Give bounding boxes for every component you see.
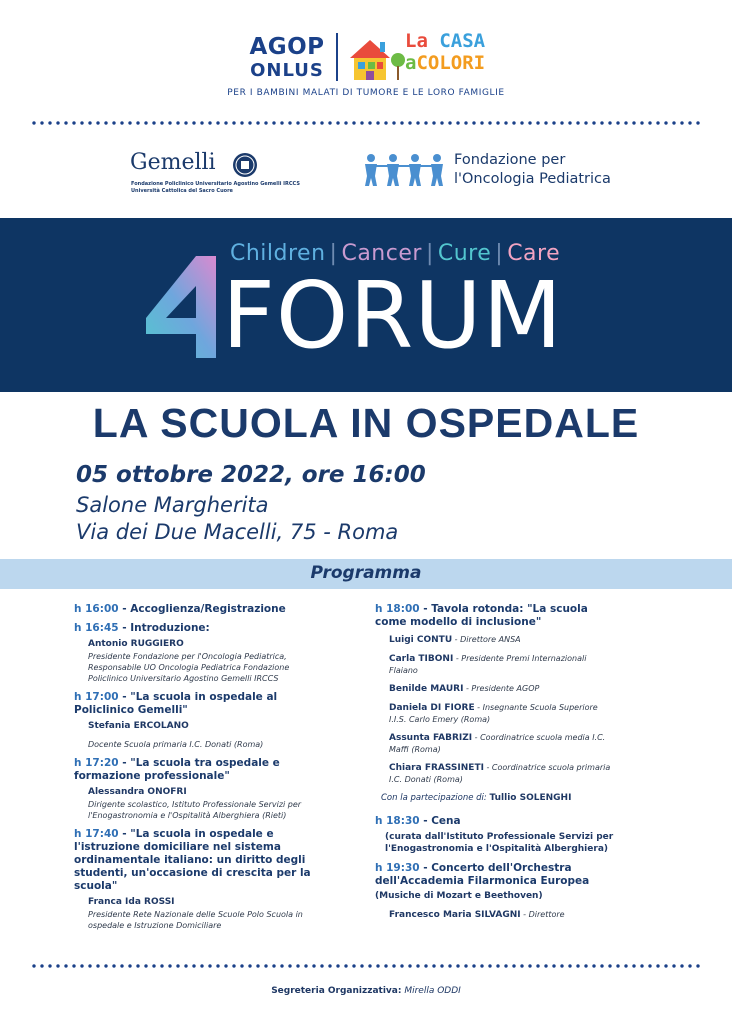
event-venue — [76, 492, 398, 546]
speaker — [88, 638, 324, 684]
slot-title: - Tavola rotonda: "La scuola come modello di inclusione" — [375, 603, 588, 628]
slot-time: h 17:00 — [74, 691, 119, 703]
slot-note: (curata dall'Istituto Professionale Servizi per l'Enogastronomia e l'Ospitalità Alberghiera) — [385, 832, 614, 854]
speaker-role: Presidente Fondazione per l'Oncologia Pediatrica, Responsabile UO Oncologia Pediatrica Fondazione Policlinico Universitario Agostino Gemelli IRCCS — [88, 652, 290, 683]
gemelli-subtitle-line2: Università Cattolica del Sacro Cuore — [131, 188, 233, 194]
panelist — [389, 683, 615, 695]
footer-name: Mirella ODDI — [401, 986, 461, 996]
speaker-name: Franca Ida ROSSI — [88, 897, 175, 907]
slot-time: h 18:30 — [375, 815, 420, 827]
program-slot — [375, 603, 615, 629]
keyword-separator: | — [495, 241, 504, 266]
slot-time: h 17:40 — [74, 828, 119, 840]
panelist — [389, 702, 615, 725]
program-slot — [375, 862, 615, 888]
slot-time: h 16:00 — [74, 603, 119, 615]
keyword-children: Children — [230, 241, 326, 266]
program-slot — [74, 828, 324, 893]
gemelli-logo: Gemelli — [130, 150, 216, 175]
panelist-name: Assunta FABRIZI — [389, 733, 473, 743]
gemelli-subtitle-line1: Fondazione Policlinico Universitario Agostino Gemelli IRCCS — [131, 181, 300, 187]
slot-time: h 17:20 — [74, 757, 119, 769]
seal-icon — [232, 152, 258, 178]
children-figures-icon — [362, 152, 450, 188]
footer-label: Segreteria Organizzativa: — [271, 986, 402, 996]
panelist-name: Luigi CONTU — [389, 635, 453, 645]
program-slot — [74, 691, 324, 717]
forum-number — [140, 254, 226, 360]
panelist-name: Benilde MAURI — [389, 684, 464, 694]
panelist — [389, 762, 615, 785]
special-guest — [381, 792, 615, 805]
agop-logo — [246, 36, 328, 80]
dotted-divider-bottom — [30, 964, 702, 968]
slot-title: - "La scuola in ospedale al Policlinico Gemelli" — [74, 691, 278, 716]
conductor-role: - Direttore — [520, 910, 565, 919]
keyword-care: Care — [507, 241, 561, 266]
program-slot — [74, 757, 324, 783]
special-guest-prefix: Con la partecipazione di: — [381, 793, 490, 803]
fondazione-line2: l'Oncologia Pediatrica — [454, 171, 611, 187]
slot-title: - Concerto dell'Orchestra dell'Accademia Filarmonica Europea — [375, 862, 590, 887]
panelist-name: Daniela DI FIORE — [389, 703, 475, 713]
speaker-name: Antonio RUGGIERO — [88, 639, 184, 649]
agop-logo-line1: AGOP — [249, 34, 325, 60]
page-title: LA SCUOLA IN OSPEDALE — [92, 400, 640, 446]
panelist-role: - Presidente AGOP — [463, 684, 540, 693]
casa-colori-logo — [405, 30, 485, 74]
panelist-role: - Direttore ANSA — [452, 635, 521, 644]
logo-divider — [336, 33, 338, 81]
slot-time: h 16:45 — [74, 622, 119, 634]
slot-time: h 19:30 — [375, 862, 420, 874]
casa-a: a — [405, 52, 417, 74]
fondazione-logo-text — [454, 151, 611, 189]
casa-colori: COLORI — [416, 52, 486, 74]
program-left-column — [74, 603, 324, 938]
special-guest-name: Tullio SOLENGHI — [489, 793, 572, 803]
dotted-divider-top — [30, 121, 702, 125]
panelist-name: Chiara FRASSINETI — [389, 763, 484, 773]
panelist — [389, 634, 615, 646]
speaker — [88, 786, 324, 821]
house-icon — [346, 36, 406, 82]
speaker-role: Docente Scuola primaria I.C. Donati (Roma) — [88, 740, 264, 749]
slot-title: - Accoglienza/Registrazione — [118, 603, 286, 615]
agop-logo-line2: ONLUS — [250, 60, 324, 81]
keyword-separator: | — [425, 241, 434, 266]
speaker-role: Dirigente scolastico, Istituto Professionale Servizi per l'Enogastronomia e l'Ospitalità Alberghiera (Rieti) — [88, 800, 302, 820]
conductor — [389, 909, 615, 921]
tagline: PER I BAMBINI MALATI DI TUMORE E LE LORO FAMIGLIE — [227, 88, 505, 98]
slot-time: h 18:00 — [375, 603, 420, 615]
programma-heading: Programma — [310, 563, 422, 583]
keyword-cancer: Cancer — [341, 241, 422, 266]
event-date: 05 ottobre 2022, ore 16:00 — [76, 462, 426, 488]
speaker-name: Stefania ERCOLANO — [88, 721, 189, 731]
speaker-name: Alessandra ONOFRI — [88, 787, 187, 797]
fondazione-line1: Fondazione per — [454, 152, 566, 168]
panelist-role: - Presidente Premi Internazionali Flaiano — [389, 654, 587, 675]
casa-la: La — [405, 30, 428, 52]
speaker — [88, 896, 324, 931]
slot-note: (Musiche di Mozart e Beethoven) — [375, 891, 543, 901]
panelist-name: Carla TIBONI — [389, 654, 454, 664]
forum-number-text: 4 — [140, 254, 141, 255]
program-slot — [74, 622, 324, 635]
gemelli-subtitle — [131, 181, 300, 195]
slot-title: - Cena — [419, 815, 461, 827]
venue-address: Via dei Due Macelli, 75 - Roma — [76, 520, 399, 544]
speaker-role: Presidente Rete Nazionale delle Scuole Polo Scuola in ospedale e Istruzione Domiciliare — [88, 910, 303, 930]
slot-title: - "La scuola tra ospedale e formazione professionale" — [74, 757, 280, 782]
panelist-role: - Insegnante Scuola Superiore I.I.S. Carlo Emery (Roma) — [389, 703, 598, 724]
casa-casa: CASA — [439, 30, 486, 52]
venue-name: Salone Margherita — [76, 493, 269, 517]
speaker — [88, 720, 324, 750]
conductor-name: Francesco Maria SILVAGNI — [389, 910, 521, 920]
footer-secretariat — [0, 986, 732, 996]
keyword-cure: Cure — [437, 241, 492, 266]
program-right-column — [375, 603, 615, 928]
panelist-role: - Coordinatrice scuola primaria I.C. Donati (Roma) — [389, 763, 611, 784]
slot-title: - Introduzione: — [118, 622, 210, 634]
slot-title: - "La scuola in ospedale e l'istruzione domiciliare nel sistema ordinamentale italiano: un diritto degli studenti, un'occasione di crescita per la scuola" — [74, 828, 311, 892]
program-slot — [375, 815, 615, 828]
panelist — [389, 653, 615, 676]
panelist-role: - Coordinatrice scuola media I.C. Maffi (Roma) — [389, 733, 606, 754]
keyword-separator: | — [329, 241, 338, 266]
forum-word: FORUM — [222, 262, 563, 369]
panelist — [389, 732, 615, 755]
program-slot — [74, 603, 324, 616]
